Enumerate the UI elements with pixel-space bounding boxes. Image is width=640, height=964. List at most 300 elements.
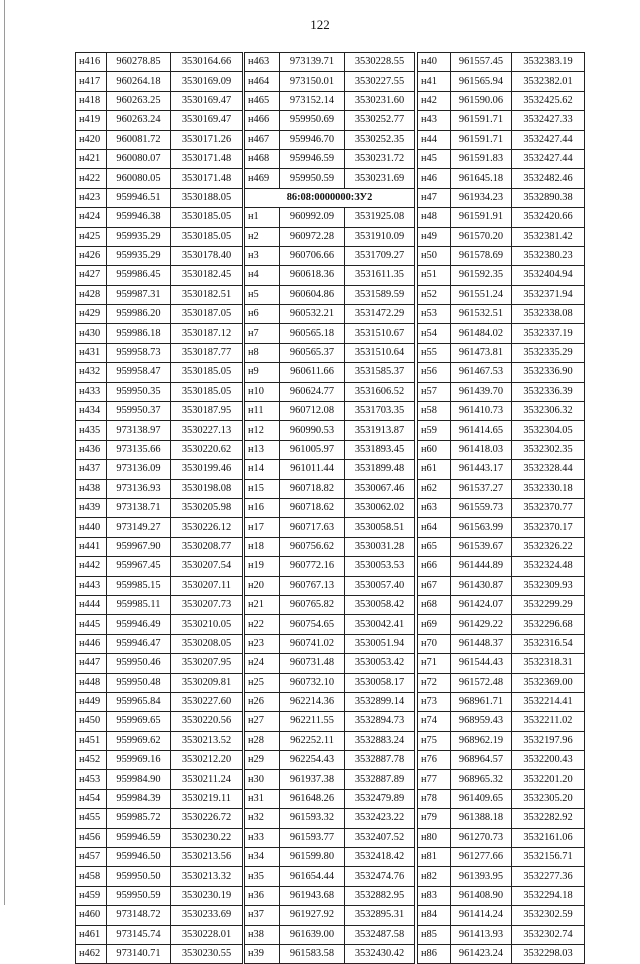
coordinate-y: 3530228.01 (171, 925, 243, 944)
point-id: н40 (418, 53, 451, 72)
coordinate-x: 961418.03 (451, 440, 512, 459)
coordinate-x: 959958.47 (107, 363, 171, 382)
table-row (76, 518, 243, 537)
point-id: н438 (76, 479, 107, 498)
table-row (245, 925, 415, 944)
point-id: н1 (245, 208, 280, 227)
coordinate-y: 3530187.12 (171, 324, 243, 343)
table-row (245, 906, 415, 925)
coordinate-x: 961593.32 (280, 809, 345, 828)
point-id: н59 (418, 421, 451, 440)
coordinate-y: 3531510.67 (345, 324, 415, 343)
point-id: н449 (76, 692, 107, 711)
coordinate-x: 961473.81 (451, 343, 512, 362)
coordinate-x: 960624.77 (280, 382, 345, 401)
table-row (245, 382, 415, 401)
point-id: н425 (76, 227, 107, 246)
table-row (76, 789, 243, 808)
table-row (418, 208, 585, 227)
coordinate-y: 3530199.46 (171, 460, 243, 479)
table-row (245, 673, 415, 692)
point-id: н23 (245, 634, 280, 653)
point-id: н448 (76, 673, 107, 692)
coordinate-y: 3532305.20 (512, 789, 585, 808)
coordinate-x: 960604.86 (280, 285, 345, 304)
coordinate-y: 3532895.31 (345, 906, 415, 925)
table-row (245, 208, 415, 227)
table-row (418, 421, 585, 440)
coordinate-x: 961532.51 (451, 305, 512, 324)
coordinate-x: 960611.66 (280, 363, 345, 382)
coordinate-y: 3532418.42 (345, 848, 415, 867)
point-id: н4 (245, 266, 280, 285)
coordinate-y: 3530171.26 (171, 130, 243, 149)
table-row (245, 111, 415, 130)
coordinate-y: 3530230.22 (171, 828, 243, 847)
coordinate-y: 3532883.24 (345, 731, 415, 750)
coordinate-x: 959950.35 (107, 382, 171, 401)
point-id: н15 (245, 479, 280, 498)
coordinate-y: 3532336.90 (512, 363, 585, 382)
coordinate-x: 973136.93 (107, 479, 171, 498)
coordinate-x: 959935.29 (107, 227, 171, 246)
table-row (245, 343, 415, 362)
point-id: н38 (245, 925, 280, 944)
coordinate-y: 3532299.29 (512, 595, 585, 614)
table-row (418, 731, 585, 750)
coordinate-x: 961011.44 (280, 460, 345, 479)
point-id: н72 (418, 673, 451, 692)
coordinate-x: 973149.27 (107, 518, 171, 537)
point-id: н468 (245, 149, 280, 168)
point-id: н439 (76, 498, 107, 517)
coordinate-x: 960765.82 (280, 595, 345, 614)
coordinate-y: 3530226.72 (171, 809, 243, 828)
coordinate-y: 3532383.19 (512, 53, 585, 72)
point-id: н82 (418, 867, 451, 886)
coordinate-x: 959986.45 (107, 266, 171, 285)
coordinate-x: 959950.48 (107, 673, 171, 692)
coordinate-x: 961563.99 (451, 518, 512, 537)
coordinate-y: 3530208.77 (171, 537, 243, 556)
table-row (418, 712, 585, 731)
table-row (245, 712, 415, 731)
table-row (245, 634, 415, 653)
point-id: н25 (245, 673, 280, 692)
coordinate-y: 3532324.48 (512, 557, 585, 576)
point-id: н81 (418, 848, 451, 867)
point-id: н62 (418, 479, 451, 498)
point-id: н444 (76, 595, 107, 614)
point-id: н66 (418, 557, 451, 576)
coordinate-x: 961599.80 (280, 848, 345, 867)
table-row (418, 518, 585, 537)
coordinate-x: 961429.22 (451, 615, 512, 634)
coordinate-y: 3532316.54 (512, 634, 585, 653)
coordinate-x: 960080.07 (107, 149, 171, 168)
coordinate-y: 3532277.36 (512, 867, 585, 886)
table-row (418, 925, 585, 944)
coordinate-y: 3530205.98 (171, 498, 243, 517)
coordinate-y: 3530207.95 (171, 654, 243, 673)
coordinate-y: 3530182.45 (171, 266, 243, 285)
point-id: н22 (245, 615, 280, 634)
point-id: н3 (245, 246, 280, 265)
coordinate-y: 3532427.44 (512, 130, 585, 149)
coordinate-x: 961277.66 (451, 848, 512, 867)
coordinate-x: 961943.68 (280, 886, 345, 905)
coordinate-y: 3530209.81 (171, 673, 243, 692)
coordinate-y: 3532326.22 (512, 537, 585, 556)
table-row (418, 557, 585, 576)
coordinate-y: 3532479.89 (345, 789, 415, 808)
point-id: н428 (76, 285, 107, 304)
coordinate-y: 3530058.51 (345, 518, 415, 537)
point-id: н432 (76, 363, 107, 382)
point-id: н84 (418, 906, 451, 925)
table-row (76, 363, 243, 382)
table-row (418, 692, 585, 711)
coordinate-y: 3530219.11 (171, 789, 243, 808)
coordinate-x: 960990.53 (280, 421, 345, 440)
coordinate-y: 3532899.14 (345, 692, 415, 711)
coordinate-x: 961443.17 (451, 460, 512, 479)
coordinate-y: 3532337.19 (512, 324, 585, 343)
point-id: н442 (76, 557, 107, 576)
coordinate-x: 960767.13 (280, 576, 345, 595)
coordinate-x: 961423.24 (451, 944, 512, 963)
coordinate-y: 3532407.52 (345, 828, 415, 847)
table-row (76, 246, 243, 265)
point-id: н433 (76, 382, 107, 401)
coordinate-x: 961430.87 (451, 576, 512, 595)
table-row (245, 72, 415, 91)
table-row (245, 440, 415, 459)
coordinate-x: 961557.45 (451, 53, 512, 72)
coordinate-y: 3530169.47 (171, 111, 243, 130)
coordinate-y: 3530207.11 (171, 576, 243, 595)
coordinate-y: 3530213.56 (171, 848, 243, 867)
point-id: н24 (245, 654, 280, 673)
table-row (418, 498, 585, 517)
coordinate-x: 960741.02 (280, 634, 345, 653)
point-id: н51 (418, 266, 451, 285)
coordinate-x: 968959.43 (451, 712, 512, 731)
point-id: н80 (418, 828, 451, 847)
point-id: н465 (245, 91, 280, 110)
point-id: н429 (76, 305, 107, 324)
coordinate-x: 959946.47 (107, 634, 171, 653)
coordinate-y: 3530213.52 (171, 731, 243, 750)
table-row (418, 828, 585, 847)
point-id: н36 (245, 886, 280, 905)
coordinate-x: 973135.66 (107, 440, 171, 459)
coordinate-y: 3530182.51 (171, 285, 243, 304)
point-id: н2 (245, 227, 280, 246)
coordinate-y: 3532890.38 (512, 188, 585, 207)
coordinate-y: 3530233.69 (171, 906, 243, 925)
point-id: н44 (418, 130, 451, 149)
coordinate-x: 973138.97 (107, 421, 171, 440)
table-row (76, 770, 243, 789)
coordinate-y: 3530228.55 (345, 53, 415, 72)
point-id: н441 (76, 537, 107, 556)
coordinate-x: 962211.55 (280, 712, 345, 731)
table-row (245, 305, 415, 324)
table-row (245, 770, 415, 789)
point-id: н426 (76, 246, 107, 265)
table-row (418, 867, 585, 886)
coordinate-x: 960618.36 (280, 266, 345, 285)
coordinate-y: 3532338.08 (512, 305, 585, 324)
table-row (418, 285, 585, 304)
table-row (418, 751, 585, 770)
point-id: н45 (418, 149, 451, 168)
coordinate-y: 3532427.33 (512, 111, 585, 130)
point-id: н70 (418, 634, 451, 653)
point-id: н440 (76, 518, 107, 537)
coordinates-table (417, 52, 585, 964)
table-row (76, 886, 243, 905)
coordinate-y: 3532306.32 (512, 402, 585, 421)
coordinate-x: 959985.15 (107, 576, 171, 595)
coordinate-y: 3532161.06 (512, 828, 585, 847)
coordinate-y: 3530210.05 (171, 615, 243, 634)
coordinate-y: 3532309.93 (512, 576, 585, 595)
point-id: н453 (76, 770, 107, 789)
table-row (418, 246, 585, 265)
table-row (418, 324, 585, 343)
coordinate-x: 961551.24 (451, 285, 512, 304)
coordinate-y: 3532425.62 (512, 91, 585, 110)
table-row (76, 382, 243, 401)
coordinate-y: 3532370.77 (512, 498, 585, 517)
coordinate-y: 3530227.60 (171, 692, 243, 711)
coordinate-x: 961388.18 (451, 809, 512, 828)
table-row (76, 654, 243, 673)
point-id: н19 (245, 557, 280, 576)
point-id: н41 (418, 72, 451, 91)
point-id: н37 (245, 906, 280, 925)
point-id: н12 (245, 421, 280, 440)
point-id: н5 (245, 285, 280, 304)
coordinate-y: 3530220.62 (171, 440, 243, 459)
coordinate-x: 959986.18 (107, 324, 171, 343)
coordinates-table (75, 52, 243, 964)
coordinate-y: 3530171.48 (171, 149, 243, 168)
point-id: н456 (76, 828, 107, 847)
table-row (245, 149, 415, 168)
table-row (245, 944, 415, 963)
table-row (76, 906, 243, 925)
coordinate-x: 961537.27 (451, 479, 512, 498)
point-id: н20 (245, 576, 280, 595)
table-row (418, 363, 585, 382)
coordinate-x: 960717.63 (280, 518, 345, 537)
coordinate-y: 3530187.77 (171, 343, 243, 362)
coordinate-x: 959946.38 (107, 208, 171, 227)
table-row (76, 634, 243, 653)
coordinate-y: 3530058.17 (345, 673, 415, 692)
coordinate-x: 959950.46 (107, 654, 171, 673)
table-row (245, 595, 415, 614)
table-row (76, 266, 243, 285)
point-id: н6 (245, 305, 280, 324)
table-row (76, 925, 243, 944)
coordinate-x: 960754.65 (280, 615, 345, 634)
point-id: н57 (418, 382, 451, 401)
point-id: н11 (245, 402, 280, 421)
coordinate-x: 959946.50 (107, 848, 171, 867)
coordinate-y: 3530042.41 (345, 615, 415, 634)
table-row (76, 343, 243, 362)
coordinate-x: 961414.65 (451, 421, 512, 440)
point-id: н30 (245, 770, 280, 789)
parcel-header-row (245, 188, 415, 207)
point-id: н466 (245, 111, 280, 130)
point-id: н49 (418, 227, 451, 246)
coordinate-x: 960772.16 (280, 557, 345, 576)
coordinate-y: 3530171.48 (171, 169, 243, 188)
point-id: н10 (245, 382, 280, 401)
point-id: н55 (418, 343, 451, 362)
coordinate-y: 3530212.20 (171, 751, 243, 770)
table-row (76, 944, 243, 963)
coordinate-x: 960565.37 (280, 343, 345, 362)
coordinate-x: 960756.62 (280, 537, 345, 556)
coordinate-x: 961444.89 (451, 557, 512, 576)
table-row (245, 828, 415, 847)
coordinate-x: 961448.37 (451, 634, 512, 653)
point-id: н75 (418, 731, 451, 750)
coordinate-x: 973136.09 (107, 460, 171, 479)
point-id: н431 (76, 343, 107, 362)
point-id: н451 (76, 731, 107, 750)
coordinate-y: 3532370.17 (512, 518, 585, 537)
point-id: н436 (76, 440, 107, 459)
table-row (76, 188, 243, 207)
coordinate-x: 961572.48 (451, 673, 512, 692)
coordinate-x: 960992.09 (280, 208, 345, 227)
point-id: н71 (418, 654, 451, 673)
coordinate-y: 3532296.68 (512, 615, 585, 634)
point-id: н447 (76, 654, 107, 673)
table-row (418, 615, 585, 634)
point-id: н452 (76, 751, 107, 770)
coordinate-x: 962252.11 (280, 731, 345, 750)
table-row (76, 285, 243, 304)
coordinate-y: 3530185.05 (171, 382, 243, 401)
coordinate-x: 961591.71 (451, 130, 512, 149)
table-row (76, 751, 243, 770)
coordinate-x: 961439.70 (451, 382, 512, 401)
coordinate-y: 3531703.35 (345, 402, 415, 421)
point-id: н9 (245, 363, 280, 382)
coordinate-y: 3532482.46 (512, 169, 585, 188)
coordinate-y: 3530208.05 (171, 634, 243, 653)
coordinate-x: 961005.97 (280, 440, 345, 459)
coordinate-x: 973148.72 (107, 906, 171, 925)
table-row (418, 595, 585, 614)
table-row (245, 53, 415, 72)
coordinate-x: 959984.90 (107, 770, 171, 789)
coordinate-x: 959985.11 (107, 595, 171, 614)
table-row (245, 91, 415, 110)
point-id: н73 (418, 692, 451, 711)
point-id: н35 (245, 867, 280, 886)
coordinate-x: 959946.59 (280, 149, 345, 168)
coordinate-y: 3530231.72 (345, 149, 415, 168)
table-row (245, 789, 415, 808)
coordinate-y: 3531472.29 (345, 305, 415, 324)
table-row (76, 305, 243, 324)
point-id: н469 (245, 169, 280, 188)
coordinate-x: 973140.71 (107, 944, 171, 963)
coordinate-y: 3531585.37 (345, 363, 415, 382)
table-row (245, 363, 415, 382)
coordinate-y: 3532369.00 (512, 673, 585, 692)
coordinate-y: 3532214.41 (512, 692, 585, 711)
coordinate-x: 968965.32 (451, 770, 512, 789)
coordinate-x: 968964.57 (451, 751, 512, 770)
point-id: н50 (418, 246, 451, 265)
coordinate-x: 960263.25 (107, 91, 171, 110)
coordinate-y: 3531709.27 (345, 246, 415, 265)
table-row (76, 537, 243, 556)
coordinate-x: 960732.10 (280, 673, 345, 692)
coordinate-x: 973150.01 (280, 72, 345, 91)
coordinate-y: 3532328.44 (512, 460, 585, 479)
table-row (245, 615, 415, 634)
coordinate-x: 960972.28 (280, 227, 345, 246)
point-id: н435 (76, 421, 107, 440)
coordinate-x: 961927.92 (280, 906, 345, 925)
coordinate-y: 3532371.94 (512, 285, 585, 304)
coordinate-y: 3530188.05 (171, 188, 243, 207)
coordinate-x: 973139.71 (280, 53, 345, 72)
table-row (76, 615, 243, 634)
coordinate-y: 3530207.73 (171, 595, 243, 614)
table-row (418, 634, 585, 653)
table-row (418, 479, 585, 498)
table-row (76, 91, 243, 110)
coordinate-y: 3531606.52 (345, 382, 415, 401)
point-id: н420 (76, 130, 107, 149)
coordinate-y: 3530230.55 (171, 944, 243, 963)
point-id: н417 (76, 72, 107, 91)
point-id: н47 (418, 188, 451, 207)
point-id: н430 (76, 324, 107, 343)
table-row (245, 324, 415, 343)
point-id: н416 (76, 53, 107, 72)
point-id: н434 (76, 402, 107, 421)
coordinate-x: 961539.67 (451, 537, 512, 556)
table-row (418, 111, 585, 130)
coordinate-x: 961393.95 (451, 867, 512, 886)
coordinate-y: 3532330.18 (512, 479, 585, 498)
table-row (76, 557, 243, 576)
point-id: н43 (418, 111, 451, 130)
coordinate-y: 3532430.42 (345, 944, 415, 963)
coordinate-x: 973145.74 (107, 925, 171, 944)
point-id: н17 (245, 518, 280, 537)
table-row (76, 479, 243, 498)
point-id: н67 (418, 576, 451, 595)
coordinate-y: 3532200.43 (512, 751, 585, 770)
coordinate-y: 3530169.09 (171, 72, 243, 91)
coordinate-y: 3530252.35 (345, 130, 415, 149)
point-id: н48 (418, 208, 451, 227)
